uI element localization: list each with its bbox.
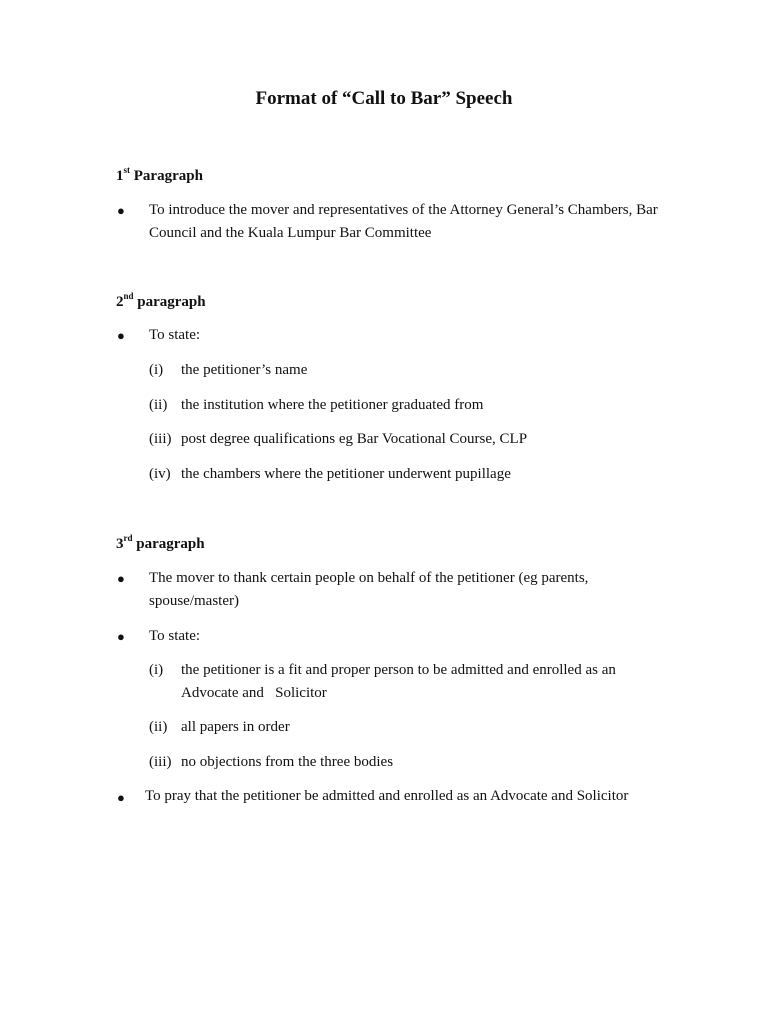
sub-item-text: the chambers where the petitioner underwent pupillage <box>181 466 511 482</box>
bullet-marker: ● <box>117 203 125 218</box>
bullet-text: To pray that the petitioner be admitted and enrolled as an Advocate and Solicitor <box>145 788 629 804</box>
heading-number: 1 <box>116 168 124 184</box>
bullet-text: To state: <box>149 628 201 644</box>
sub-item-number: (ii) <box>149 719 168 735</box>
heading-number: 2 <box>116 294 124 310</box>
sub-item-text: post degree qualifications eg Bar Vocational Course, CLP <box>181 431 528 447</box>
document-title: Format of “Call to Bar” Speech <box>255 88 513 109</box>
sub-item-text: no objections from the three bodies <box>181 754 394 770</box>
heading-label: paragraph <box>133 294 206 310</box>
sub-item-number: (iii) <box>149 754 172 770</box>
bullet-marker: ● <box>117 790 125 805</box>
bullet-text: To introduce the mover and representatives of the Attorney General’s Chambers, Bar Council and the Kuala Lumpur Bar Committee <box>149 202 658 241</box>
sub-item-number: (i) <box>149 362 164 378</box>
bullet-marker: ● <box>117 629 125 644</box>
bullet-text: To state: <box>149 327 201 343</box>
bullet-marker: ● <box>117 328 125 343</box>
sub-item-number: (i) <box>149 662 164 678</box>
sub-item-number: (iv) <box>149 466 171 482</box>
sub-item-text: all papers in order <box>181 719 290 735</box>
sub-item-text: the institution where the petitioner graduated from <box>181 397 484 413</box>
section-heading-3 <box>116 534 205 554</box>
sub-item-text: the petitioner is a fit and proper person to be admitted and enrolled as an Advocate and Solicitor <box>181 662 620 701</box>
sub-item-text: the petitioner’s name <box>181 362 308 378</box>
bullet-text: The mover to thank certain people on behalf of the petitioner (eg parents, spouse/master) <box>149 570 589 609</box>
heading-ordinal-suffix: nd <box>123 291 134 301</box>
section-heading-1 <box>116 166 203 186</box>
section-heading-2 <box>116 292 206 312</box>
heading-number: 3 <box>116 536 124 552</box>
heading-label: paragraph <box>132 536 205 552</box>
sub-item-number: (ii) <box>149 397 168 413</box>
bullet-marker: ● <box>117 571 125 586</box>
heading-ordinal-suffix: st <box>123 165 130 175</box>
heading-ordinal-suffix: rd <box>123 533 133 543</box>
sub-item-number: (iii) <box>149 431 172 447</box>
heading-label: Paragraph <box>130 168 203 184</box>
